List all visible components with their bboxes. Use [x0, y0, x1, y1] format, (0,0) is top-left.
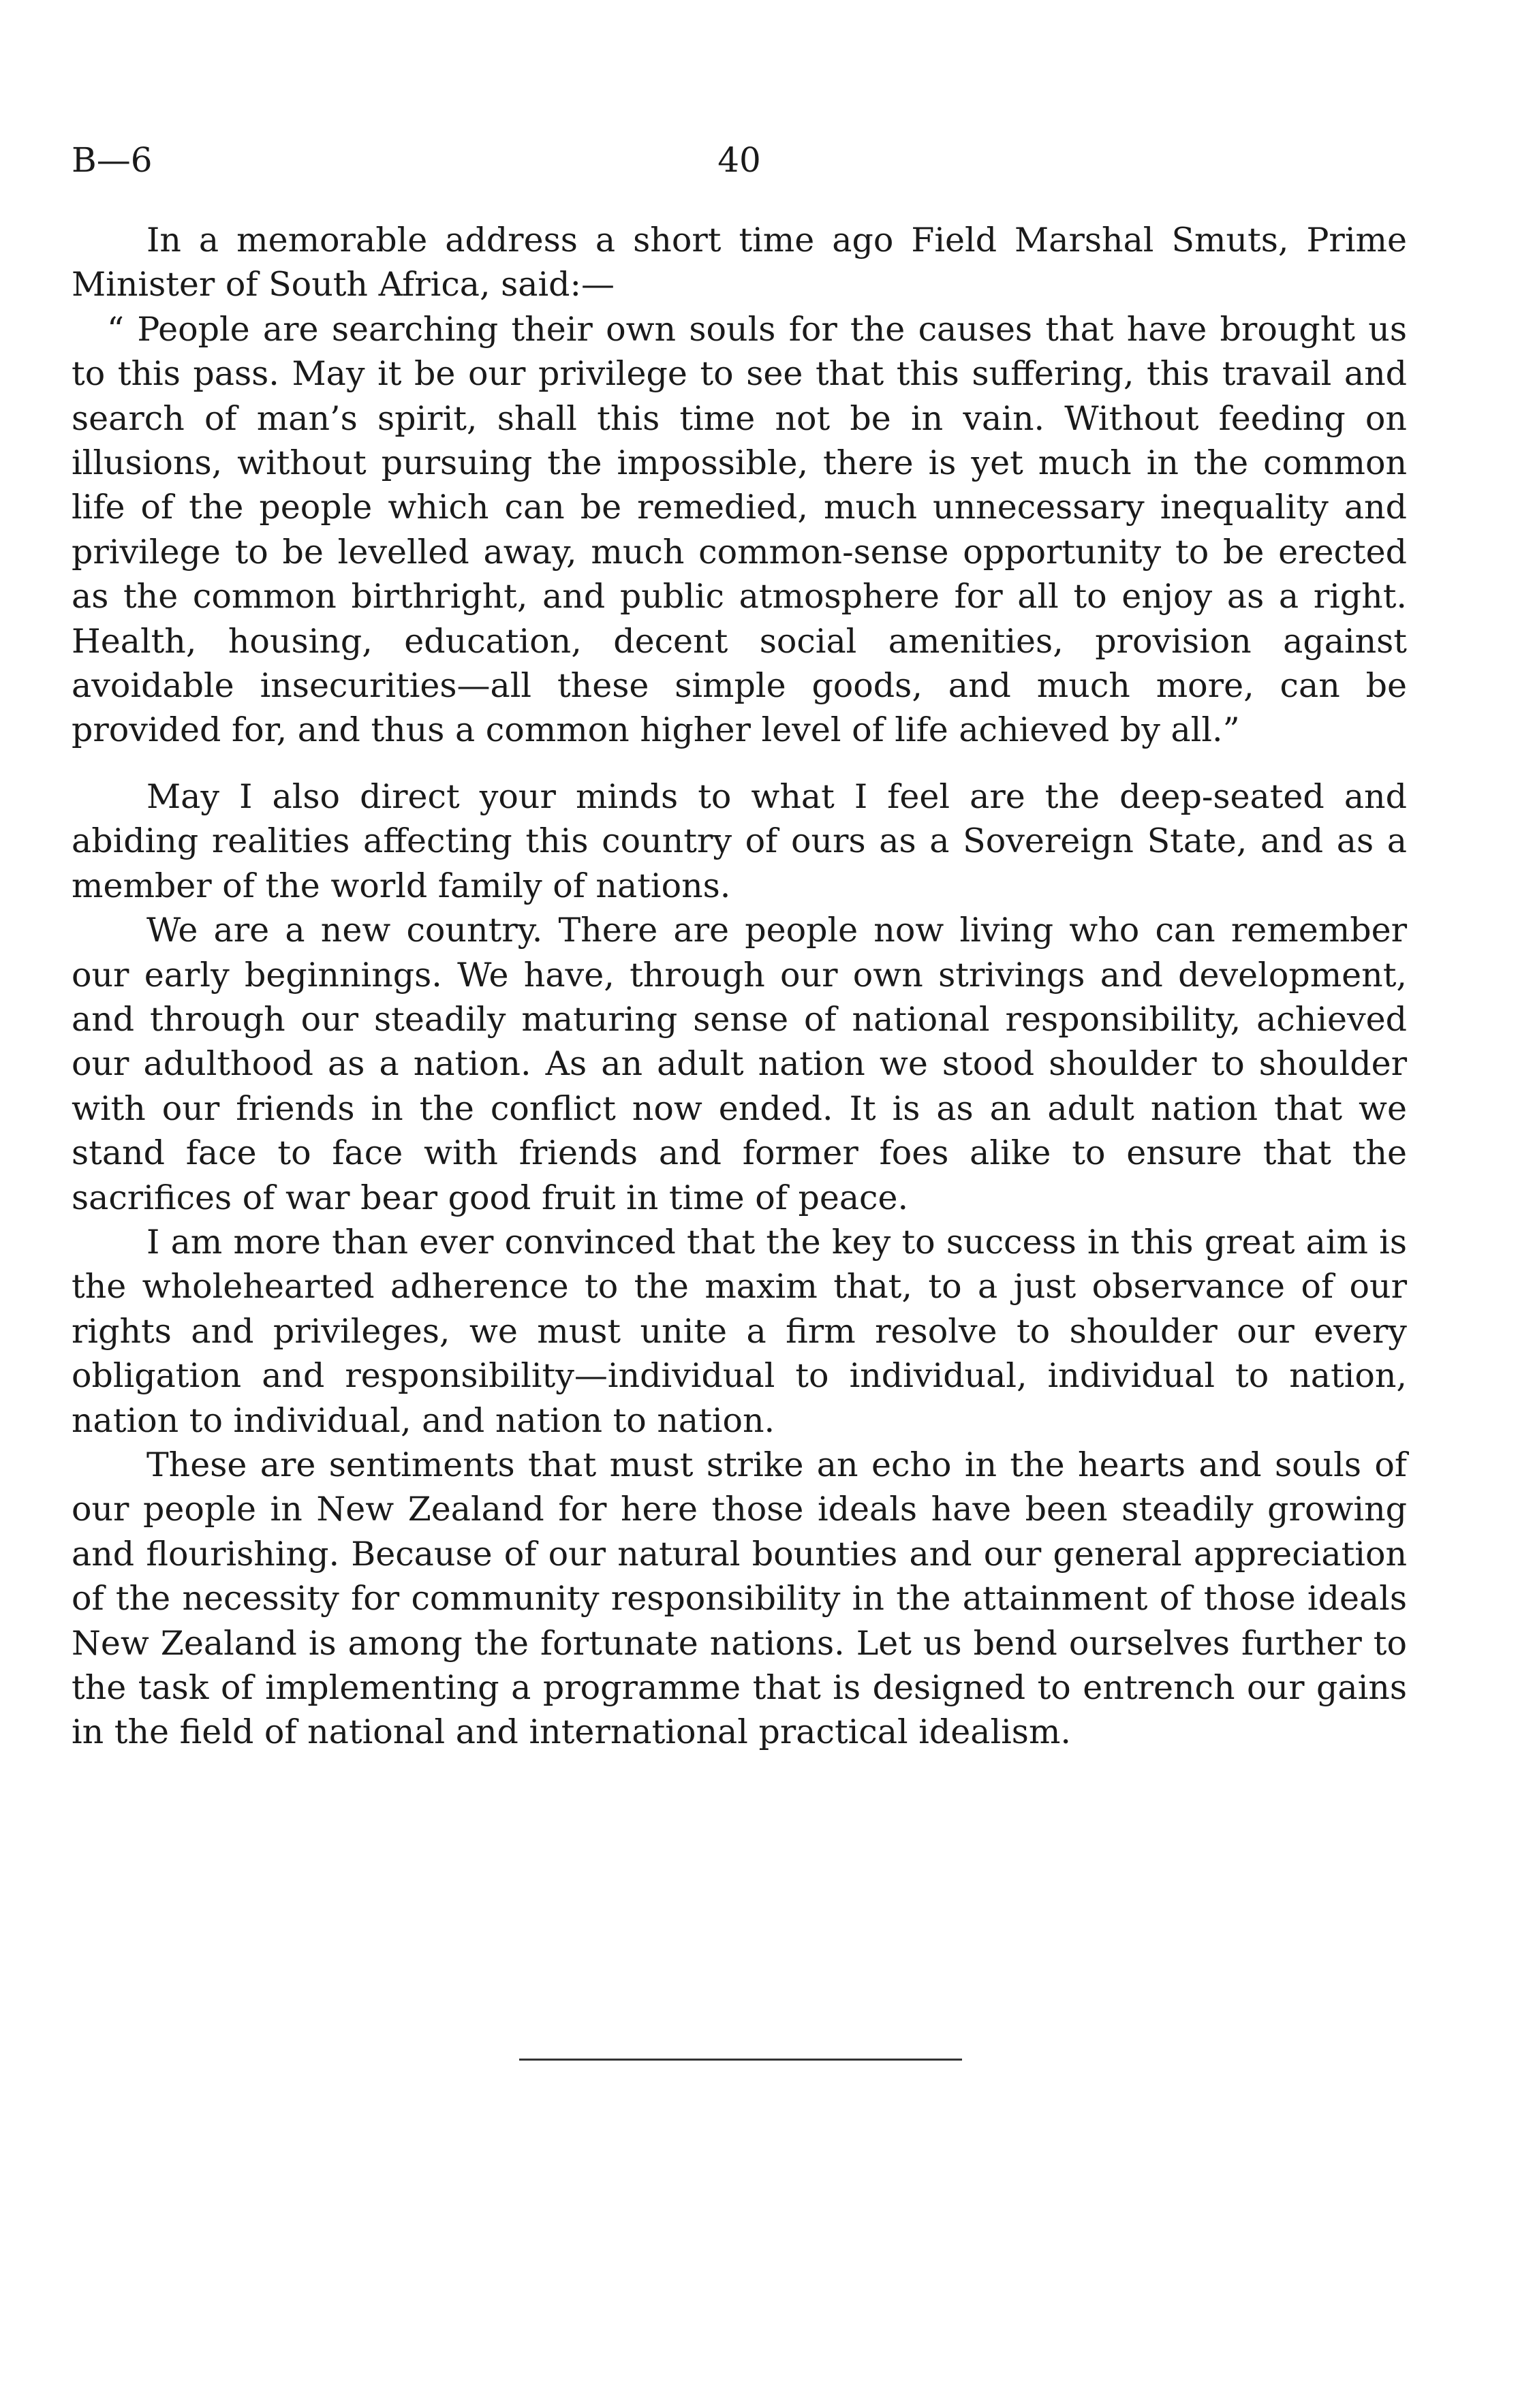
page-number: 40 — [717, 140, 761, 180]
intro-paragraph: In a memorable address a short time ago Field Marshal Smuts, Prime Minister of South Africa, said:— — [72, 221, 1407, 304]
paragraph: These are sentiments that must strike an echo in the hearts and souls of our people in New Zealand for here those ideals have been steadily growing and flourishing. Because of our natural bounties and our general appreciation of the necessity for community responsibility in the attainment of those ideals New Zealand is among the fortunate nations. Let us bend ourselves further to the task of implementing a programme that is designed to entrench our gains in the field of national and international practical idealism. — [72, 1445, 1407, 1752]
closing-rule — [519, 2059, 962, 2061]
block-quote: “ People are searching their own souls for the causes that have brought us to this pass. May it be our privilege to see that this suffering, this travail and search of man’s spirit, shall this time not be in vain. Without feeding on illusions, without pursuing the impossible, there is yet much in the common life of the people which can be remedied, much unnecessary inequality and privilege to be levelled away, much common-sense opportunity to be erected as the common birthright, and public atmosphere for all to enjoy as a right. Health, housing, education, decent social amenities, provision against avoidable insecurities—all these simple goods, and much more, can be provided for, and thus a common higher level of life achieved by all.” — [72, 309, 1407, 750]
paragraph: We are a new country. There are people now living who can remember our early beginnings. We have, through our own strivings and development, and through our steadily maturing sense of national responsibility, achieved our adulthood as a nation. As an adult nation we stood shoulder to shoulder with our friends in the conflict now ended. It is as an adult nation that we stand face to face with friends and former foes alike to ensure that the sacrifices of war bear good fruit in time of peace. — [72, 911, 1407, 1217]
paragraph: I am more than ever convinced that the key to success in this great aim is the wholehearted adherence to the maxim that, to a just observance of our rights and privileges, we must unite a firm resolve to shoulder our every obligation and responsibility—individual to individual, individual to nation, nation to individual, and nation to nation. — [72, 1222, 1407, 1440]
document-code: B—6 — [72, 140, 153, 180]
page-header — [72, 140, 1407, 194]
body-text — [72, 218, 1407, 1755]
paragraph: May I also direct your minds to what I feel are the deep-seated and abiding realities affecting this country of ours as a Sovereign State, and as a member of the world family of nations. — [72, 777, 1407, 905]
